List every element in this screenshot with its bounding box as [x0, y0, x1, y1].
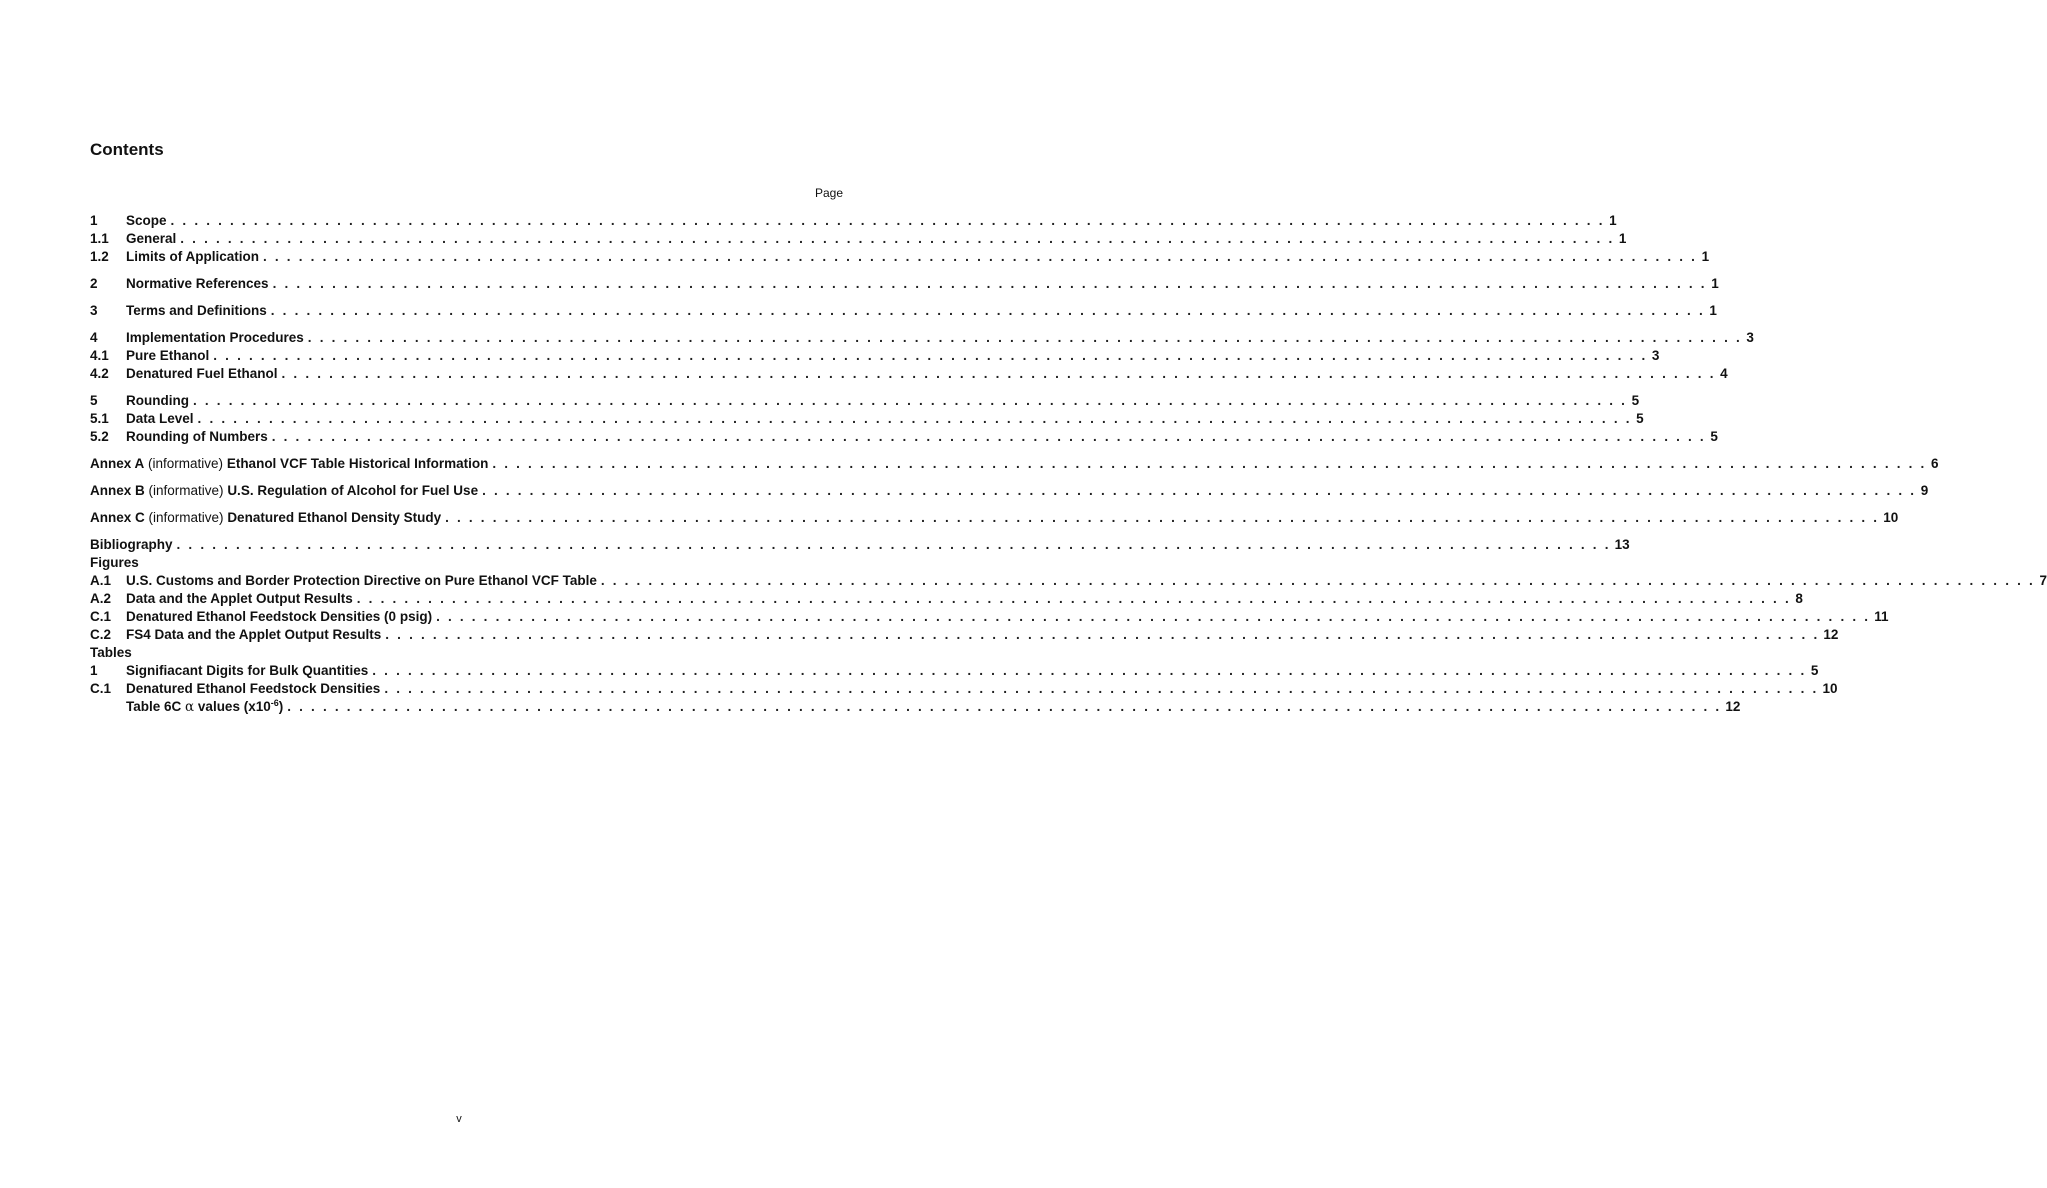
toc-page-number: 4	[1720, 366, 1728, 381]
toc-title: Scope	[126, 213, 167, 228]
toc-title: Terms and Definitions	[126, 303, 267, 318]
toc-page-number: 10	[1883, 510, 1899, 525]
toc-figure-entry[interactable]	[90, 590, 1803, 608]
toc-number: 4.2	[90, 366, 109, 381]
dot-leader: . . . . . . . . . . . . . . . . . . . . . . . . . . . . . . . . . . . . . . . . . . . . . . . . . . . . . . . . . . . . . . . . . . . . . . . . . . . . . . . . . . . . . . . . . . . . . . . . . . . . . . . . . . . . . . . . . . . . . . . . .	[287, 699, 1722, 714]
bibliography-title: Bibliography	[90, 537, 173, 552]
toc-page-number: 5	[1631, 393, 1640, 408]
toc-bibliography-entry[interactable]	[90, 536, 1630, 554]
toc-number: C.1	[90, 681, 112, 696]
dot-leader: . . . . . . . . . . . . . . . . . . . . . . . . . . . . . . . . . . . . . . . . . . . . . . . . . . . . . . . . . . . . . . . . . . . . . . . . . . . . . . . . . . . . . . . . . . . . . . . . . . . . . . . . . . . . . . . . . . . . . . . . .	[281, 366, 1716, 381]
toc-title: General	[126, 231, 177, 246]
annex-label: Annex B	[90, 483, 145, 498]
toc-page-number: 5	[1636, 411, 1644, 426]
toc-title: Denatured Ethanol Feedstock Densities	[126, 681, 381, 696]
dot-leader: . . . . . . . . . . . . . . . . . . . . . . . . . . . . . . . . . . . . . . . . . . . . . . . . . . . . . . . . . . . . . . . . . . . . . . . . . . . . . . . . . . . . . . . . . . . . . . . . . . . . . . . . . . . . . . . . . . . . . . . . .	[384, 681, 1819, 696]
toc-title: Rounding	[126, 393, 189, 408]
page-number-footer: v	[456, 1113, 462, 1125]
dot-leader: . . . . . . . . . . . . . . . . . . . . . . . . . . . . . . . . . . . . . . . . . . . . . . . . . . . . . . . . . . . . . . . . . . . . . . . . . . . . . . . . . . . . . . . . . . . . . . . . . . . . . . . . . . . . . . . . . . . . . . . . .	[271, 429, 1706, 444]
toc-annex-entry[interactable]	[90, 482, 1929, 500]
dot-leader: . . . . . . . . . . . . . . . . . . . . . . . . . . . . . . . . . . . . . . . . . . . . . . . . . . . . . . . . . . . . . . . . . . . . . . . . . . . . . . . . . . . . . . . . . . . . . . . . . . . . . . . . . . . . . . . . . . . . . . . . .	[176, 537, 1611, 552]
figures-heading: Figures	[90, 555, 139, 570]
toc-title: Normative References	[126, 276, 269, 291]
toc-title: Rounding of Numbers	[126, 429, 268, 444]
toc-title: Implementation Procedures	[126, 330, 304, 345]
toc-page-number: 11	[1874, 609, 1889, 624]
toc-title	[126, 698, 283, 716]
toc-page-number: 5	[1710, 429, 1718, 444]
toc-page-number: 12	[1725, 699, 1741, 714]
toc-number: 4.1	[90, 348, 109, 363]
toc-number: 2	[90, 276, 98, 291]
dot-leader: . . . . . . . . . . . . . . . . . . . . . . . . . . . . . . . . . . . . . . . . . . . . . . . . . . . . . . . . . . . . . . . . . . . . . . . . . . . . . . . . . . . . . . . . . . . . . . . . . . . . . . . . . . . . . . . . . . . . . . . . .	[356, 591, 1791, 606]
dot-leader: . . . . . . . . . . . . . . . . . . . . . . . . . . . . . . . . . . . . . . . . . . . . . . . . . . . . . . . . . . . . . . . . . . . . . . . . . . . . . . . . . . . . . . . . . . . . . . . . . . . . . . . . . . . . . . . . . . . . . . . . .	[492, 456, 1927, 471]
toc-table-entry[interactable]	[90, 662, 1819, 680]
toc-number: C.1	[90, 609, 112, 624]
dot-leader: . . . . . . . . . . . . . . . . . . . . . . . . . . . . . . . . . . . . . . . . . . . . . . . . . . . . . . . . . . . . . . . . . . . . . . . . . . . . . . . . . . . . . . . . . . . . . . . . . . . . . . . . . . . . . . . . . . . . . . . . .	[213, 348, 1648, 363]
toc-entry[interactable]	[90, 302, 1717, 320]
toc-page-number: 12	[1823, 627, 1839, 642]
toc-title: Pure Ethanol	[126, 348, 210, 363]
toc-title: Denatured Fuel Ethanol	[126, 366, 278, 381]
toc-title: Limits of Application	[126, 249, 259, 264]
toc-annex-entry[interactable]	[90, 455, 1939, 473]
toc-figure-entry[interactable]	[90, 572, 2047, 590]
toc-number: A.1	[90, 573, 112, 588]
toc-number: C.2	[90, 627, 112, 642]
toc-entry[interactable]	[90, 212, 1617, 230]
toc-page-number: 9	[1920, 483, 1929, 498]
dot-leader: . . . . . . . . . . . . . . . . . . . . . . . . . . . . . . . . . . . . . . . . . . . . . . . . . . . . . . . . . . . . . . . . . . . . . . . . . . . . . . . . . . . . . . . . . . . . . . . . . . . . . . . . . . . . . . . . . . . . . . . . .	[445, 510, 1880, 525]
annex-label: Annex A	[90, 456, 145, 471]
toc-page-number: 1	[1701, 249, 1710, 264]
toc-page-number: 13	[1614, 537, 1630, 552]
dot-leader: . . . . . . . . . . . . . . . . . . . . . . . . . . . . . . . . . . . . . . . . . . . . . . . . . . . . . . . . . . . . . . . . . . . . . . . . . . . . . . . . . . . . . . . . . . . . . . . . . . . . . . . . . . . . . . . . . . . . . . . . .	[482, 483, 1917, 498]
toc-number: 4	[90, 330, 98, 345]
toc-entry[interactable]	[90, 275, 1719, 293]
dot-leader: . . . . . . . . . . . . . . . . . . . . . . . . . . . . . . . . . . . . . . . . . . . . . . . . . . . . . . . . . . . . . . . . . . . . . . . . . . . . . . . . . . . . . . . . . . . . . . . . . . . . . . . . . . . . . . . . . . . . . . . . .	[270, 303, 1705, 318]
toc-number: 1.2	[90, 249, 109, 264]
toc-page-number: 1	[1618, 231, 1627, 246]
toc-figure-entry[interactable]	[90, 608, 1889, 626]
dot-leader: . . . . . . . . . . . . . . . . . . . . . . . . . . . . . . . . . . . . . . . . . . . . . . . . . . . . . . . . . . . . . . . . . . . . . . . . . . . . . . . . . . . . . . . . . . . . . . . . . . . . . . . . . . . . . . . . . . . . . . . . .	[170, 213, 1605, 228]
toc-page-number: 1	[1609, 213, 1617, 228]
toc-page-number: 6	[1930, 456, 1939, 471]
toc-number: 5.2	[90, 429, 109, 444]
annex-title: Ethanol VCF Table Historical Information	[226, 456, 489, 471]
toc-page-number: 1	[1711, 276, 1719, 291]
toc-title: U.S. Customs and Border Protection Directive on Pure Ethanol VCF Table	[126, 573, 597, 588]
toc-annex-entry[interactable]	[90, 509, 1899, 527]
toc-number: 3	[90, 303, 98, 318]
table-of-contents	[90, 212, 2047, 716]
toc-number: 1.1	[90, 231, 109, 246]
toc-table-entry[interactable]	[90, 698, 1741, 716]
dot-leader: . . . . . . . . . . . . . . . . . . . . . . . . . . . . . . . . . . . . . . . . . . . . . . . . . . . . . . . . . . . . . . . . . . . . . . . . . . . . . . . . . . . . . . . . . . . . . . . . . . . . . . . . . . . . . . . . . . . . . . . . .	[436, 609, 1871, 624]
toc-title: Data Level	[126, 411, 194, 426]
toc-table-entry[interactable]	[90, 680, 1838, 698]
dot-leader: . . . . . . . . . . . . . . . . . . . . . . . . . . . . . . . . . . . . . . . . . . . . . . . . . . . . . . . . . . . . . . . . . . . . . . . . . . . . . . . . . . . . . . . . . . . . . . . . . . . . . . . . . . . . . . . . . . . . . . . . .	[385, 627, 1820, 642]
title-prefix: Table 6C	[126, 699, 182, 714]
dot-leader: . . . . . . . . . . . . . . . . . . . . . . . . . . . . . . . . . . . . . . . . . . . . . . . . . . . . . . . . . . . . . . . . . . . . . . . . . . . . . . . . . . . . . . . . . . . . . . . . . . . . . . . . . . . . . . . . . . . . . . . . .	[372, 663, 1807, 678]
tables-heading: Tables	[90, 645, 132, 660]
annex-type: (informative)	[148, 483, 224, 498]
annex-type: (informative)	[148, 510, 224, 525]
dot-leader: . . . . . . . . . . . . . . . . . . . . . . . . . . . . . . . . . . . . . . . . . . . . . . . . . . . . . . . . . . . . . . . . . . . . . . . . . . . . . . . . . . . . . . . . . . . . . . . . . . . . . . . . . . . . . . . . . . . . . . . . .	[272, 276, 1707, 291]
page-title: Contents	[90, 140, 164, 159]
toc-title: Data and the Applet Output Results	[126, 591, 353, 606]
toc-entry[interactable]	[90, 410, 1644, 428]
annex-type: (informative)	[148, 456, 224, 471]
title-suffix: values (x10	[197, 699, 271, 714]
toc-page-number: 3	[1746, 330, 1754, 345]
toc-number: 1	[90, 663, 98, 678]
page-column-label: Page	[814, 186, 843, 200]
dot-leader: . . . . . . . . . . . . . . . . . . . . . . . . . . . . . . . . . . . . . . . . . . . . . . . . . . . . . . . . . . . . . . . . . . . . . . . . . . . . . . . . . . . . . . . . . . . . . . . . . . . . . . . . . . . . . . . . . . . . . . . . .	[263, 249, 1698, 264]
toc-number: A.2	[90, 591, 112, 606]
toc-entry[interactable]	[90, 428, 1718, 446]
toc-title: Signifiacant Digits for Bulk Quantities	[126, 663, 369, 678]
annex-title: U.S. Regulation of Alcohol for Fuel Use	[227, 483, 479, 498]
toc-page-number: 10	[1822, 681, 1838, 696]
toc-page-number: 7	[2039, 573, 2047, 588]
exponent: -6	[270, 698, 279, 708]
dot-leader: . . . . . . . . . . . . . . . . . . . . . . . . . . . . . . . . . . . . . . . . . . . . . . . . . . . . . . . . . . . . . . . . . . . . . . . . . . . . . . . . . . . . . . . . . . . . . . . . . . . . . . . . . . . . . . . . . . . . . . . . .	[197, 411, 1632, 426]
toc-number: 1	[90, 213, 98, 228]
toc-page-number: 8	[1795, 591, 1803, 606]
dot-leader: . . . . . . . . . . . . . . . . . . . . . . . . . . . . . . . . . . . . . . . . . . . . . . . . . . . . . . . . . . . . . . . . . . . . . . . . . . . . . . . . . . . . . . . . . . . . . . . . . . . . . . . . . . . . . . . . . . . . . . . . .	[307, 330, 1742, 345]
dot-leader: . . . . . . . . . . . . . . . . . . . . . . . . . . . . . . . . . . . . . . . . . . . . . . . . . . . . . . . . . . . . . . . . . . . . . . . . . . . . . . . . . . . . . . . . . . . . . . . . . . . . . . . . . . . . . . . . . . . . . . . . .	[192, 393, 1628, 408]
toc-entry[interactable]	[90, 230, 1627, 248]
toc-figure-entry[interactable]	[90, 626, 1839, 644]
toc-entry[interactable]	[90, 248, 1710, 266]
dot-leader: . . . . . . . . . . . . . . . . . . . . . . . . . . . . . . . . . . . . . . . . . . . . . . . . . . . . . . . . . . . . . . . . . . . . . . . . . . . . . . . . . . . . . . . . . . . . . . . . . . . . . . . . . . . . . . . . . . . . . . . . .	[600, 573, 2035, 588]
toc-entry[interactable]	[90, 347, 1660, 365]
annex-label: Annex C	[90, 510, 145, 525]
toc-entry[interactable]	[90, 392, 1640, 410]
toc-title: FS4 Data and the Applet Output Results	[126, 627, 382, 642]
title-close: )	[278, 699, 284, 714]
toc-title: Denatured Ethanol Feedstock Densities (0 psig)	[126, 609, 433, 624]
alpha-symbol: α	[185, 699, 195, 715]
dot-leader: . . . . . . . . . . . . . . . . . . . . . . . . . . . . . . . . . . . . . . . . . . . . . . . . . . . . . . . . . . . . . . . . . . . . . . . . . . . . . . . . . . . . . . . . . . . . . . . . . . . . . . . . . . . . . . . . . . . . . . . . .	[180, 231, 1615, 246]
annex-title: Denatured Ethanol Density Study	[227, 510, 442, 525]
toc-entry[interactable]	[90, 365, 1728, 383]
toc-page-number: 5	[1810, 663, 1819, 678]
toc-number: 5.1	[90, 411, 109, 426]
toc-page-number: 3	[1651, 348, 1660, 363]
toc-page-number: 1	[1709, 303, 1717, 318]
toc-entry[interactable]	[90, 329, 1754, 347]
toc-number: 5	[90, 393, 98, 408]
